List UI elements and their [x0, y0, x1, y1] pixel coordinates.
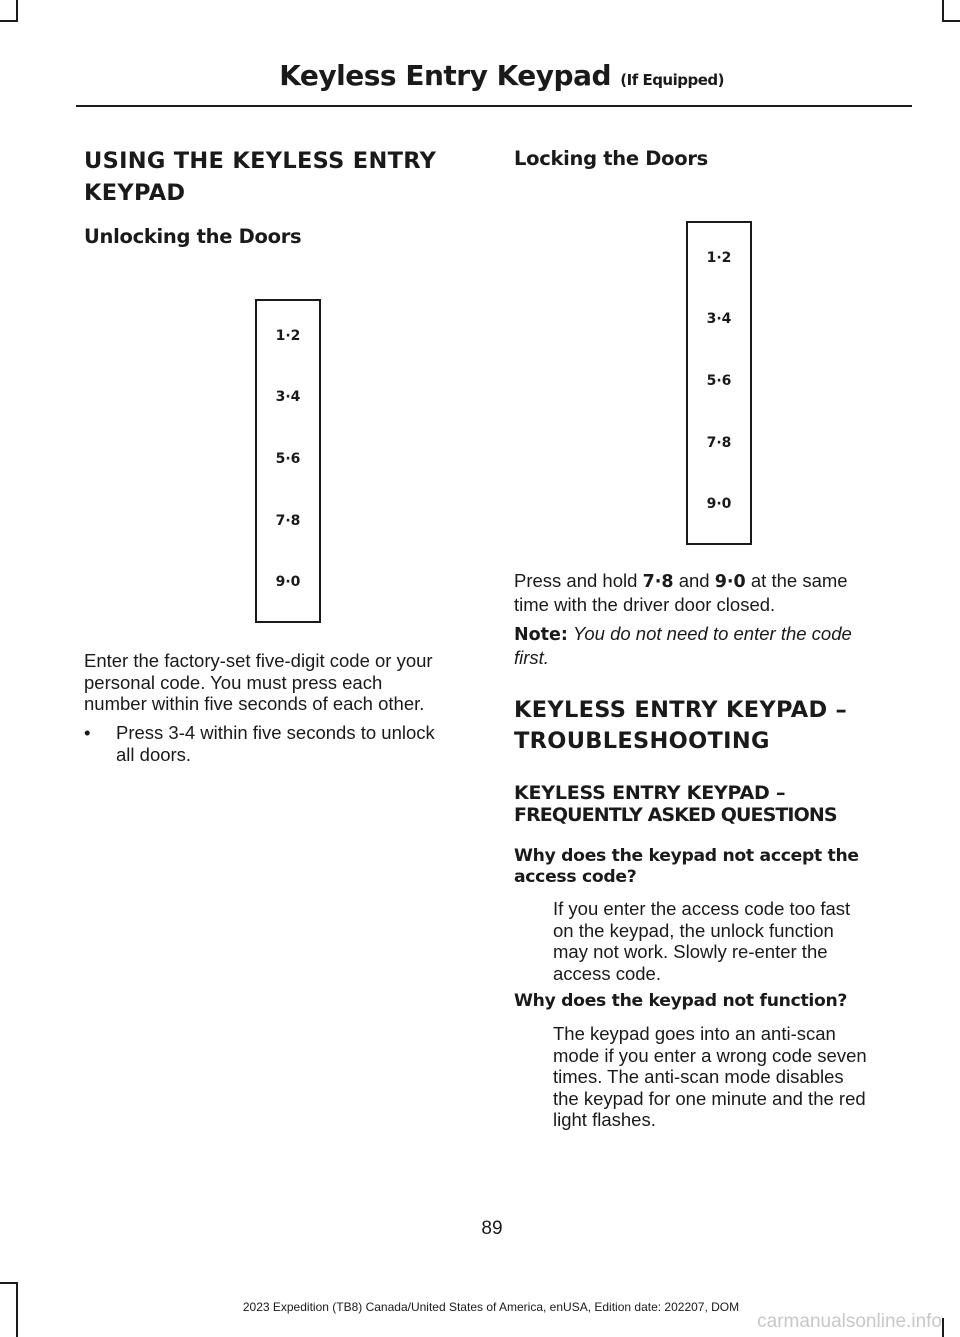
text-line: on the keypad, the unlock function — [553, 919, 834, 941]
text-line: Press 3-4 within five seconds to unlock — [116, 722, 435, 743]
text-line: number within five seconds of each other. — [84, 693, 425, 714]
heading-line: TROUBLESHOOTING — [514, 728, 770, 754]
text-line: Why does the keypad not accept the — [514, 846, 859, 866]
header-rule — [76, 105, 912, 107]
watermark: carmanualsonline.info — [757, 1311, 942, 1332]
text-line: may not work. Slowly re-enter the — [553, 941, 828, 962]
text-span: at the same — [745, 570, 848, 591]
text-line: mode if you enter a wrong code seven — [553, 1044, 867, 1066]
header-subtitle: (If Equipped) — [620, 71, 724, 89]
faq-answer-2 — [553, 1023, 867, 1131]
text-line: times. The anti-scan mode disables — [553, 1066, 844, 1087]
keypad-button: 3·4 — [275, 389, 301, 405]
keypad-button: 1·2 — [706, 250, 732, 266]
section-heading-using — [84, 146, 436, 208]
header-title: Keyless Entry Keypad — [279, 59, 612, 92]
crop-mark — [942, 20, 960, 22]
text-line: all doors. — [116, 743, 192, 765]
text-span: and — [673, 570, 715, 591]
troubleshooting-heading — [514, 695, 847, 756]
keypad-button: 7·8 — [275, 513, 301, 529]
text-line: Enter the factory-set five-digit code or your — [84, 650, 433, 671]
text-line: The keypad goes into an anti-scan — [553, 1023, 836, 1044]
text-line: personal code. You must press each — [84, 671, 383, 693]
note-text: You do not need to enter the code — [573, 623, 852, 644]
text-line: access code? — [514, 867, 637, 887]
keypad-button: 3·4 — [706, 311, 732, 327]
faq-answer-1 — [553, 898, 850, 984]
heading-line: KEYLESS ENTRY KEYPAD – — [514, 697, 848, 723]
key-label: 7·8 — [642, 572, 674, 592]
note-text: first. — [514, 646, 549, 668]
unlock-heading: Unlocking the Doors — [84, 225, 302, 248]
heading-line: FREQUENTLY ASKED QUESTIONS — [514, 804, 837, 826]
note-paragraph — [514, 623, 852, 668]
text-span: Press and hold — [514, 570, 643, 591]
crop-mark — [942, 0, 944, 22]
key-label: 9·0 — [714, 572, 746, 592]
page-header-title — [279, 58, 724, 98]
text-line: the keypad for one minute and the red — [553, 1087, 866, 1109]
text-line: access code. — [553, 962, 661, 984]
text-line: time with the driver door closed. — [514, 593, 776, 615]
crop-mark — [0, 1282, 18, 1284]
faq-question-2: Why does the keypad not function? — [514, 991, 848, 1011]
faq-question-1 — [514, 846, 859, 888]
crop-mark — [16, 0, 18, 22]
faq-heading — [514, 782, 837, 826]
note-label: Note: — [514, 625, 568, 645]
keypad-illustration-unlock — [255, 299, 321, 623]
edition-footer: 2023 Expedition (TB8) Canada/United States of America, enUSA, Edition date: 202207, DOM — [242, 1300, 740, 1314]
keypad-button: 9·0 — [275, 574, 301, 590]
keypad-illustration-lock — [686, 221, 752, 545]
keypad-button: 7·8 — [706, 435, 732, 451]
lock-heading: Locking the Doors — [514, 147, 708, 170]
lock-paragraph — [514, 570, 848, 615]
heading-line: KEYLESS ENTRY KEYPAD – — [514, 782, 786, 804]
keypad-button: 1·2 — [275, 328, 301, 344]
page-number: 89 — [481, 1218, 503, 1239]
keypad-button: 5·6 — [706, 373, 732, 389]
heading-line: KEYPAD — [84, 180, 186, 206]
unlock-paragraph — [84, 650, 433, 715]
text-line: light flashes. — [553, 1109, 656, 1130]
bullet-symbol: • — [84, 722, 91, 743]
heading-line: USING THE KEYLESS ENTRY — [84, 148, 437, 174]
crop-mark — [0, 20, 18, 22]
text-line: If you enter the access code too fast — [553, 898, 851, 919]
crop-mark — [942, 1318, 944, 1337]
keypad-button: 9·0 — [706, 496, 732, 512]
keypad-button: 5·6 — [275, 451, 301, 467]
